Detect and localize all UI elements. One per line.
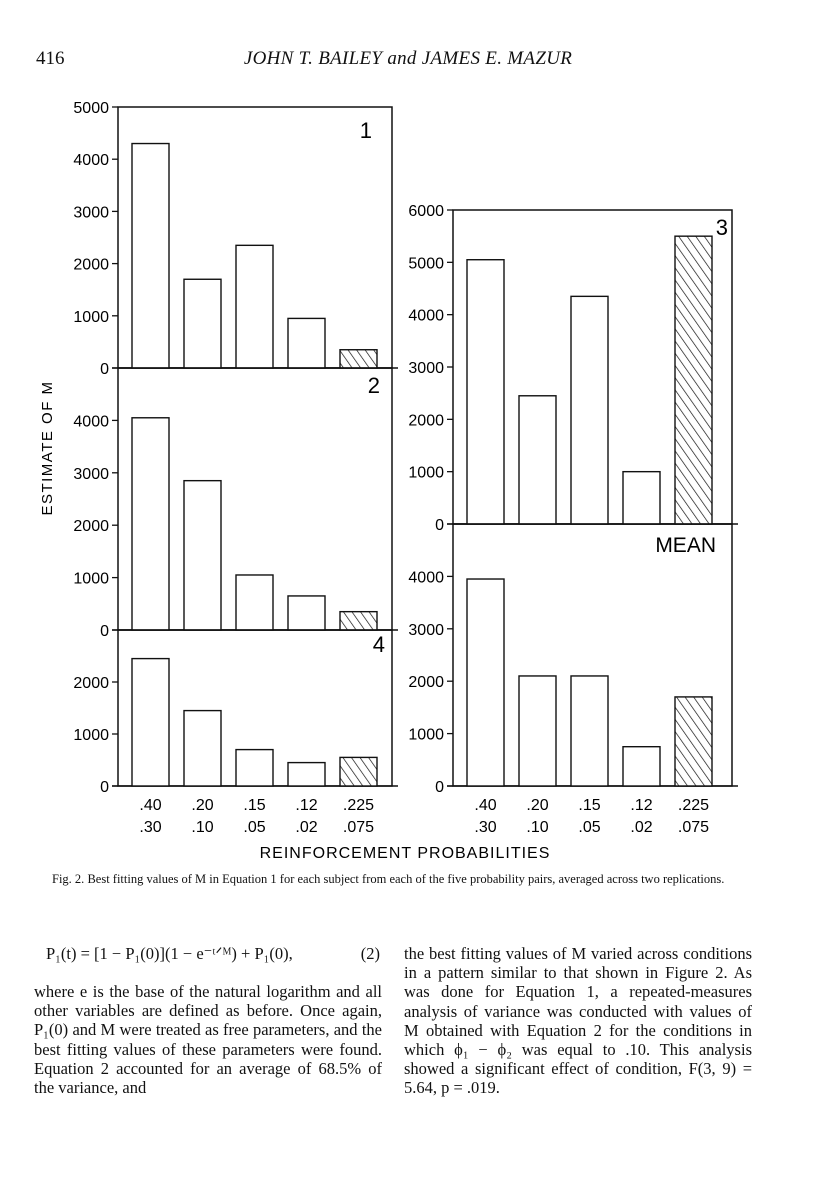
x-tick-label-bottom: .30 <box>474 819 497 836</box>
x-tick-label-top: .225 <box>342 797 375 814</box>
running-head: JOHN T. BAILEY and JAMES E. MAZUR <box>243 48 573 69</box>
y-axis-label: ESTIMATE OF M <box>39 380 56 516</box>
y-tick-label: 5000 <box>408 255 444 273</box>
panel-label: 3 <box>715 215 728 240</box>
bar-4 <box>623 472 660 524</box>
y-tick-label: 2000 <box>73 518 109 536</box>
bar-2 <box>184 481 221 630</box>
x-tick-label-bottom: .075 <box>342 819 375 836</box>
bar-4 <box>288 596 325 630</box>
bar-1 <box>467 579 504 786</box>
caption-label: Fig. 2. <box>52 872 85 886</box>
y-tick-label: 2000 <box>408 674 444 692</box>
bar-3 <box>571 676 608 786</box>
x-tick-label-bottom: .05 <box>578 819 601 836</box>
chart-panel-4 <box>408 203 738 534</box>
bar-2 <box>519 396 556 524</box>
bar-5 <box>675 236 712 524</box>
bar-5 <box>675 697 712 786</box>
body-column-left <box>34 944 382 1097</box>
y-tick-label: 0 <box>100 623 109 640</box>
x-tick-label-top: .15 <box>243 797 266 814</box>
bar-2 <box>184 711 221 786</box>
y-tick-label: 2000 <box>408 412 444 430</box>
bar-1 <box>132 659 169 786</box>
panel-label: MEAN <box>655 534 716 557</box>
panel-label: 1 <box>359 118 372 143</box>
x-tick-label-top: .12 <box>630 797 653 814</box>
x-tick-label-bottom: .30 <box>139 819 162 836</box>
chart-panel-3 <box>73 630 398 796</box>
y-tick-label: 0 <box>435 779 444 796</box>
x-tick-label-top: .20 <box>526 797 549 814</box>
bar-3 <box>571 296 608 524</box>
y-tick-label: 1000 <box>73 727 109 744</box>
x-tick-label-top: .225 <box>677 797 710 814</box>
chart-panel-1 <box>73 100 398 378</box>
bar-1 <box>467 260 504 524</box>
y-tick-label: 5000 <box>73 100 109 117</box>
x-tick-label-bottom: .02 <box>295 819 318 836</box>
x-tick-label-top: .40 <box>474 797 497 814</box>
figure-caption <box>52 872 752 887</box>
page-number: 416 <box>36 48 65 69</box>
y-tick-label: 6000 <box>408 203 444 220</box>
x-tick-label-top: .20 <box>191 797 214 814</box>
bar-1 <box>132 418 169 630</box>
x-tick-label-bottom: .05 <box>243 819 266 836</box>
y-tick-label: 4000 <box>73 152 109 170</box>
y-tick-label: 3000 <box>73 465 109 483</box>
chart-panel-2 <box>73 368 398 640</box>
page-header <box>0 48 816 72</box>
y-tick-label: 3000 <box>73 204 109 222</box>
equation-text: P₁(t) = [1 − P₁(0)](1 − e⁻ᵗᐟᴹ) + P₁(0), <box>46 944 293 963</box>
panel-label: 2 <box>367 373 380 398</box>
x-tick-label-bottom: .10 <box>191 819 214 836</box>
bar-5 <box>340 612 377 630</box>
x-tick-label-top: .40 <box>139 797 162 814</box>
y-tick-label: 4000 <box>408 569 444 587</box>
equation-2 <box>34 944 382 968</box>
x-axis-label: REINFORCEMENT PROBABILITIES <box>259 845 551 862</box>
equation-number: (2) <box>360 944 380 963</box>
bar-5 <box>340 350 377 368</box>
left-paragraph: where e is the base of the natural logarithm and all other variables are defined as before. Once again, P₁(0) and M were treated as free parameters, and the best fitting values of these parameters were found. Equation 2 accounted for an average of 68.5% of the variance, and <box>34 982 382 1098</box>
y-tick-label: 3000 <box>408 621 444 639</box>
figure-2 <box>0 88 816 868</box>
x-tick-label-bottom: .075 <box>677 819 710 836</box>
bar-3 <box>236 245 273 368</box>
y-tick-label: 4000 <box>73 413 109 431</box>
y-tick-label: 1000 <box>408 726 444 744</box>
x-tick-label-top: .12 <box>295 797 318 814</box>
y-tick-label: 0 <box>100 361 109 378</box>
bar-2 <box>184 279 221 368</box>
bar-5 <box>340 757 377 786</box>
x-tick-label-top: .15 <box>578 797 601 814</box>
bar-4 <box>288 318 325 368</box>
y-tick-label: 2000 <box>73 675 109 692</box>
panel-label: 4 <box>372 632 385 657</box>
y-tick-label: 2000 <box>73 256 109 274</box>
y-tick-label: 1000 <box>408 464 444 482</box>
y-tick-label: 4000 <box>408 307 444 325</box>
bar-2 <box>519 676 556 786</box>
y-tick-label: 1000 <box>73 308 109 326</box>
y-tick-label: 1000 <box>73 570 109 588</box>
bar-3 <box>236 575 273 630</box>
x-tick-label-bottom: .10 <box>526 819 549 836</box>
bar-4 <box>288 763 325 786</box>
y-tick-label: 3000 <box>408 360 444 377</box>
bar-1 <box>132 144 169 368</box>
bar-4 <box>623 747 660 786</box>
x-tick-label-bottom: .02 <box>630 819 653 836</box>
body-column-right <box>404 944 752 1098</box>
caption-text: Best fitting values of M in Equation 1 for each subject from each of the five probability pairs, averaged across two replications. <box>87 872 725 886</box>
y-tick-label: 0 <box>435 517 444 534</box>
chart-panel-5 <box>408 524 738 796</box>
y-tick-label: 0 <box>100 779 109 796</box>
bar-3 <box>236 750 273 786</box>
right-paragraph: the best fitting values of M varied across conditions in a pattern similar to that shown in Figure 2. As was done for Equation 1, a repeated-measures analysis of variance was conducted with values of M obtained with Equation 2 for the conditions in which ϕ₁ − ϕ₂ was equal to .10. This analysis showed a significant effect of condition, F(3, 9) = 5.64, p = .019. <box>404 944 752 1098</box>
